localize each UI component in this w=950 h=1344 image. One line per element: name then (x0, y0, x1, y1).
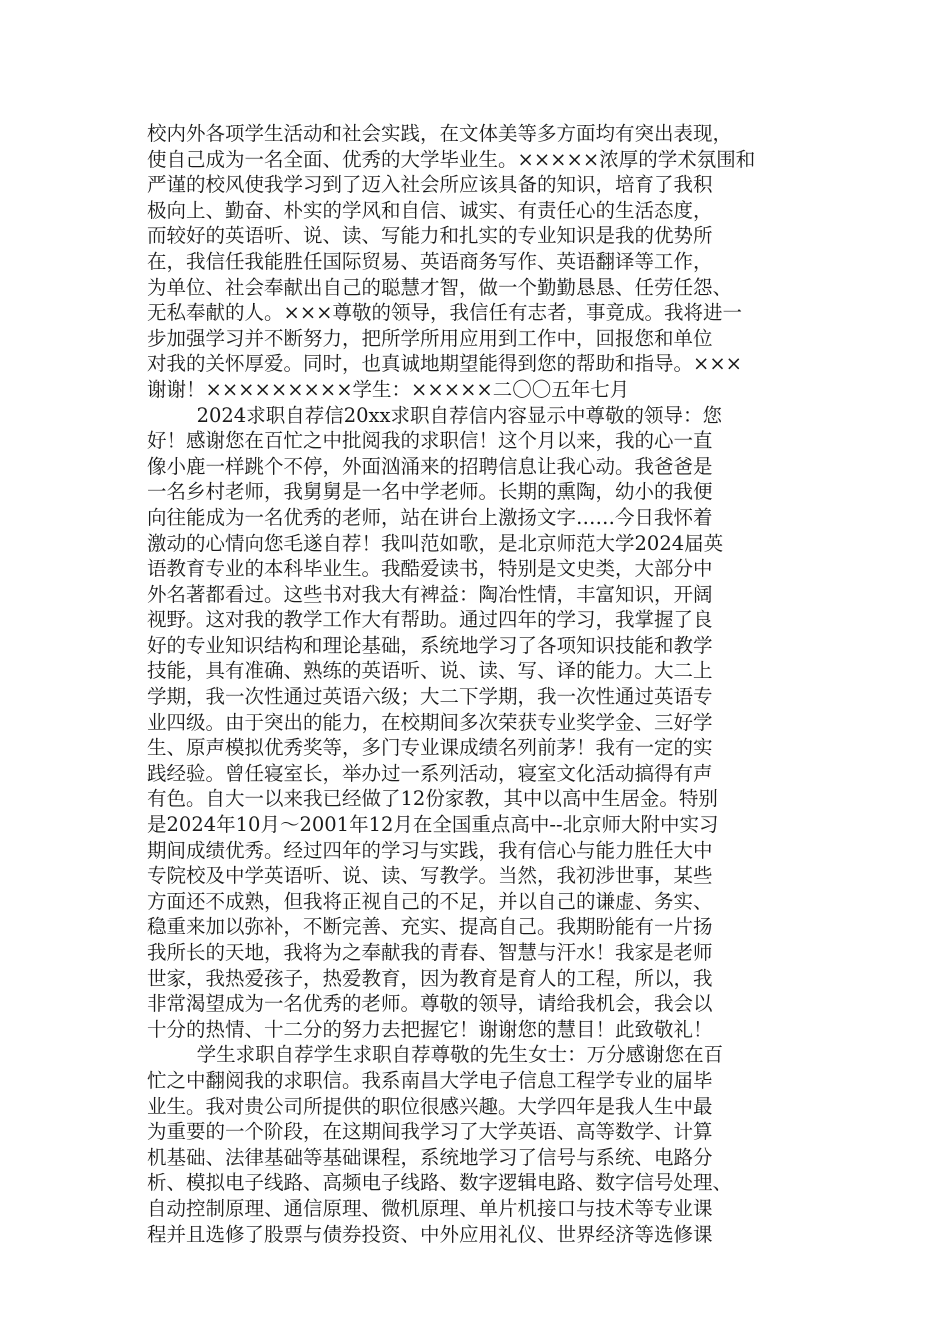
text-line: 在，我信任我能胜任国际贸易、英语商务写作、英语翻译等工作， (147, 249, 713, 273)
text-line: 析、模拟电子线路、高频电子线路、数字逻辑电路、数字信号处理、 (147, 1171, 733, 1195)
text-line: 生、原声模拟优秀奖等，多门专业课成绩名列前茅！我有一定的实 (147, 736, 713, 760)
paragraph-start-line: 2024求职自荐信20xx求职自荐信内容显示中尊敬的领导：您 (147, 403, 723, 427)
text-line: 步加强学习并不断努力，把所学所用应用到工作中，回报您和单位 (147, 326, 713, 350)
text-line: 严谨的校风使我学习到了迈入社会所应该具备的知识，培育了我积 (147, 173, 713, 197)
text-line: 使自己成为一名全面、优秀的大学毕业生。×××××浓厚的学术氛围和 (147, 147, 756, 171)
text-line: 业生。我对贵公司所提供的职位很感兴趣。大学四年是我人生中最 (147, 1094, 713, 1118)
text-line: 一名乡村老师，我舅舅是一名中学老师。长期的熏陶，幼小的我便 (147, 480, 713, 504)
text-line: 好！感谢您在百忙之中批阅我的求职信！这个月以来，我的心一直 (147, 429, 713, 453)
text-line: 语教育专业的本科毕业生。我酷爱读书，特别是文史类，大部分中 (147, 557, 713, 581)
text-line: 程并且选修了股票与债券投资、中外应用礼仪、世界经济等选修课 (147, 1222, 713, 1246)
text-line: 我所长的天地，我将为之奉献我的青春、智慧与汗水！我家是老师 (147, 941, 713, 964)
text-line: 好的专业知识结构和理论基础，系统地学习了各项知识技能和教学 (147, 633, 713, 657)
text-line: 对我的关怀厚爱。同时，也真诚地期望能得到您的帮助和指导。××× (147, 352, 743, 376)
text-line: 激动的心情向您毛遂自荐！我叫范如歌，是北京师范大学2024届英 (147, 531, 724, 555)
text-line: 自动控制原理、通信原理、微机原理、单片机接口与技术等专业课 (147, 1196, 713, 1220)
text-line: 非常渴望成为一名优秀的老师。尊敬的领导，请给我机会，我会以 (147, 992, 713, 1016)
text-line: 稳重来加以弥补，不断完善、充实、提高自己。我期盼能有一片扬 (147, 915, 713, 939)
text-line: 机基础、法律基础等基础课程，系统地学习了信号与系统、电路分 (147, 1145, 713, 1169)
text-line: 像小鹿一样跳个不停，外面汹涌来的招聘信息让我心动。我爸爸是 (147, 454, 713, 478)
text-line: 外名著都看过。这些书对我大有裨益：陶冶性情，丰富知识，开阔 (147, 582, 713, 606)
text-line: 十分的热情、十二分的努力去把握它！谢谢您的慧目！此致敬礼！ (147, 1017, 713, 1041)
document-body (147, 121, 827, 1247)
text-line: 而较好的英语听、说、读、写能力和扎实的专业知识是我的优势所 (147, 224, 713, 248)
text-line: 谢谢！×××××××××学生：×××××二〇〇五年七月 (147, 377, 630, 401)
text-line: 践经验。曾任寝室长，举办过一系列活动，寝室文化活动搞得有声 (147, 761, 713, 785)
text-line: 校内外各项学生活动和社会实践，在文体美等多方面均有突出表现， (147, 122, 733, 145)
text-line: 忙之中翻阅我的求职信。我系南昌大学电子信息工程学专业的届毕 (147, 1068, 713, 1092)
text-line: 学期，我一次性通过英语六级；大二下学期，我一次性通过英语专 (147, 685, 713, 709)
text-line: 世家，我热爱孩子，热爱教育，因为教育是育人的工程，所以，我 (147, 966, 713, 990)
text-line: 为重要的一个阶段，在这期间我学习了大学英语、高等数学、计算 (147, 1120, 713, 1144)
text-line: 无私奉献的人。×××尊敬的领导，我信任有志者，事竟成。我将进一 (147, 301, 743, 325)
text-line: 向往能成为一名优秀的老师，站在讲台上激扬文字……今日我怀着 (147, 505, 713, 529)
text-line: 期间成绩优秀。经过四年的学习与实践，我有信心与能力胜任大中 (147, 838, 713, 862)
text-line: 极向上、勤奋、朴实的学风和自信、诚实、有责任心的生活态度， (147, 198, 713, 222)
text-line: 技能，具有准确、熟练的英语听、说、读、写、译的能力。大二上 (147, 659, 713, 683)
text-line: 为单位、社会奉献出自己的聪慧才智，做一个勤勤恳恳、任劳任怨、 (147, 275, 733, 299)
text-line: 有色。自大一以来我已经做了12份家教，其中以高中生居金。特别 (147, 787, 718, 811)
text-line: 专院校及中学英语听、说、读、写教学。当然，我初涉世事，某些 (147, 864, 713, 888)
paragraph-start-line: 学生求职自荐学生求职自荐尊敬的先生女士：万分感谢您在百 (147, 1043, 724, 1067)
text-line: 视野。这对我的教学工作大有帮助。通过四年的学习，我掌握了良 (147, 608, 713, 632)
text-line: 是2024年10月～2001年12月在全国重点高中--北京师大附中实习 (147, 813, 719, 837)
text-line: 方面还不成熟，但我将正视自己的不足，并以自己的谦虚、务实、 (147, 889, 713, 913)
text-line: 业四级。由于突出的能力，在校期间多次荣获专业奖学金、三好学 (147, 710, 713, 734)
